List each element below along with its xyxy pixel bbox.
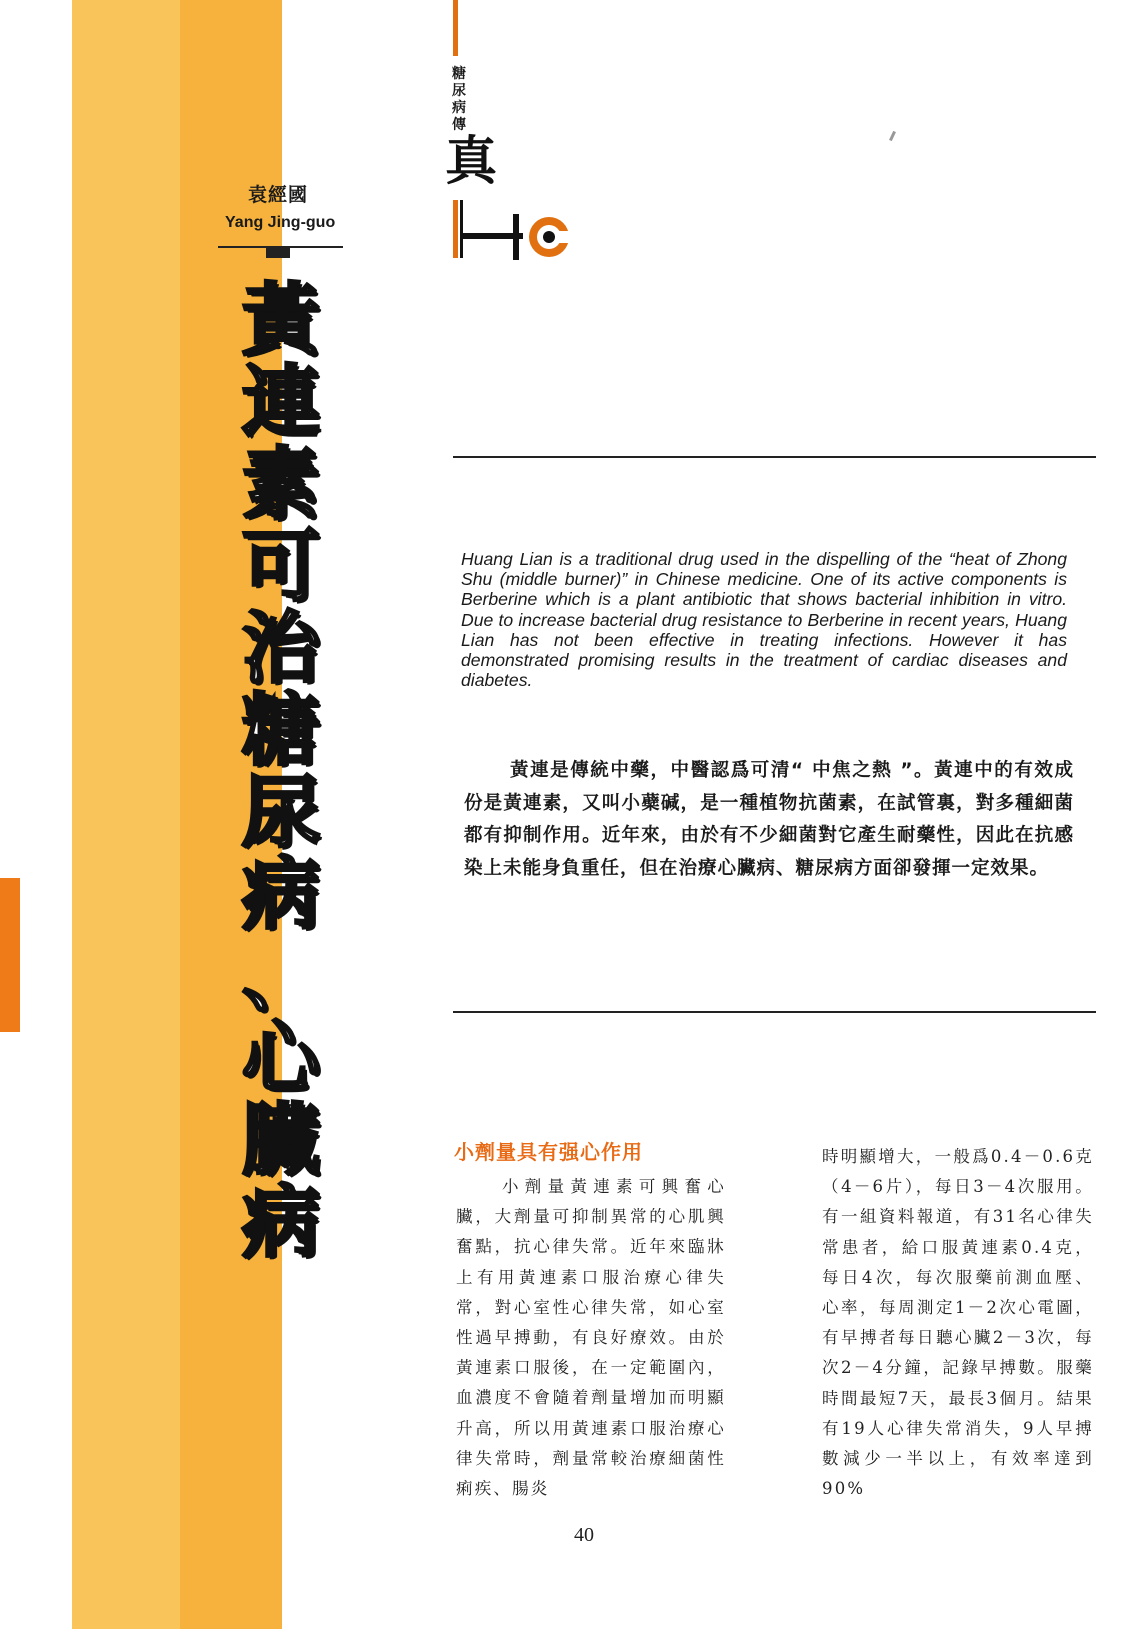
column-logo-label	[449, 66, 469, 134]
column-logo-char: 尿	[452, 83, 466, 99]
orange-side-band-light	[72, 0, 180, 1629]
column-logo-bar	[453, 0, 458, 56]
title-char: 心	[241, 1014, 320, 1104]
title-char: 連	[241, 358, 320, 448]
column-logo-badge: 真	[445, 131, 498, 192]
column-logo-char: 糖	[452, 66, 466, 82]
title-char: 、	[241, 932, 320, 1022]
title-char: 黃	[241, 276, 320, 366]
page-number: 40	[574, 1524, 594, 1546]
title-char: 素	[241, 440, 320, 530]
author-name-en: Yang Jing-guo	[225, 214, 336, 231]
paper-speck	[889, 131, 896, 141]
body-column-right: 時明顯增大，一般爲0.4－0.6克（4－6片），每日3－4次服用。有一組資料報道，有31名心律失常患者，給口服黃連素0.4克，每日4次，每次服藥前測血壓、心率，每周測定1－2次心電圖，有早搏者每日聽心臟2－3次，每次2－4分鐘，記錄早搏數。服藥時間最短7天，最長3個月。結果有19人心律失常消失，9人早搏數減少一半以上，有效率達到90%	[822, 1147, 1094, 1499]
title-char: 可	[241, 522, 320, 612]
section-rule	[453, 456, 1096, 458]
title-char: 尿	[241, 768, 320, 858]
section-heading: 小劑量具有强心作用	[454, 1140, 643, 1164]
title-char: 病	[241, 850, 320, 940]
chinese-intro: 黃連是傳統中藥，中醫認爲可清“ 中焦之熱 ”。黃連中的有效成份是黃連素，又叫小蘗碱，是一種植物抗菌素，在試管裏，對多種細菌都有抑制作用。近年來，由於有不少細菌對它產生耐藥性，因此在抗感染上未能身負重任，但在治療心臟病、糖尿病方面卻發揮一定效果。	[464, 760, 1074, 879]
article-title	[232, 276, 330, 1268]
body-column-left: 小劑量黃連素可興奮心臟，大劑量可抑制異常的心肌興奮點，抗心律失常。近年來臨牀上有用黃連素口服治療心律失常，對心室性心律失常，如心室性過早搏動，有良好療效。由於黃連素口服後，在一定範圍內，血濃度不會隨着劑量增加而明顯升高，所以用黃連素口服治療心律失常時，劑量常較治療細菌性痢疾、腸炎	[456, 1177, 726, 1499]
author-name-cn: 袁經國	[248, 184, 309, 206]
title-char: 治	[241, 604, 320, 694]
column-logo-char: 傳	[452, 117, 466, 133]
english-abstract: Huang Lian is a traditional drug used in the dispelling of the “heat of Zhong Shu (middle burner)” in Chinese medicine. One of its active components is Berberine which is a plant antibiotic that shows bacterial inhibition in vitro. Due to increase bacterial drug resistance to Berberine in recent years, Huang Lian has not been effective in treating infections. However it has demonstrated promising results in the treatment of cardiac diseases and diabetes.	[461, 549, 1067, 691]
title-char: 病	[241, 1178, 320, 1268]
section-rule	[453, 1011, 1096, 1013]
title-char: 糖	[241, 686, 320, 776]
column-logo-char: 病	[452, 100, 466, 116]
title-char: 臟	[241, 1096, 320, 1186]
hc-logo-icon	[450, 214, 575, 264]
page-edge-tab	[0, 878, 20, 1032]
author-marker	[266, 248, 290, 258]
